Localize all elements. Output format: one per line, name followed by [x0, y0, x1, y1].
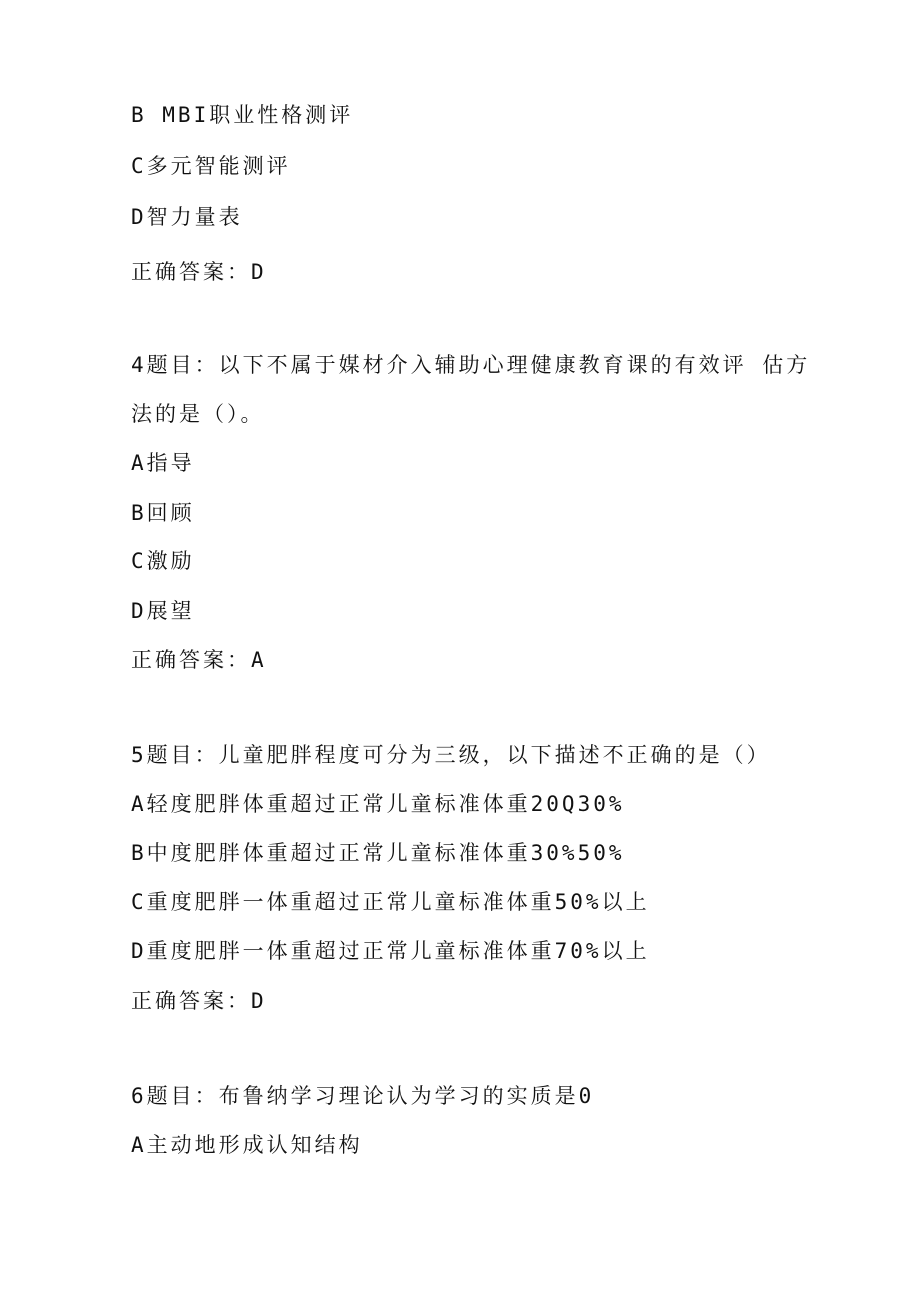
q4-option-d: D展望 — [131, 599, 195, 623]
q4-title-line1: 4题目：以下不属于媒材介入辅助心理健康教育课的有效评 估方 — [131, 353, 811, 377]
q4-option-a: A指导 — [131, 451, 195, 475]
q4-option-b: B回顾 — [131, 501, 195, 525]
q3-answer: 正确答案：D — [131, 260, 267, 284]
q4-title-line2: 法的是（）。 — [131, 402, 265, 426]
q5-option-d: D重度肥胖一体重超过正常儿童标准体重70%以上 — [131, 939, 650, 963]
q5-option-c: C重度肥胖一体重超过正常儿童标准体重50%以上 — [131, 890, 650, 914]
q6-title: 6题目：布鲁纳学习理论认为学习的实质是0 — [131, 1084, 595, 1108]
q3-option-d: D智力量表 — [131, 205, 243, 229]
q5-option-a: A轻度肥胖体重超过正常儿童标准体重20Q30% — [131, 792, 625, 816]
q4-option-c: C激励 — [131, 549, 195, 573]
q4-answer: 正确答案：A — [131, 648, 267, 672]
q5-answer: 正确答案：D — [131, 989, 267, 1013]
q5-title: 5题目：儿童肥胖程度可分为三级，以下描述不正确的是（） — [131, 743, 771, 767]
q5-option-b: B中度肥胖体重超过正常儿童标准体重30%50% — [131, 841, 625, 865]
q3-option-c: C多元智能测评 — [131, 154, 291, 178]
q3-option-b: B MBI职业性格测评 — [131, 103, 354, 127]
q6-option-a: A主动地形成认知结构 — [131, 1133, 363, 1157]
